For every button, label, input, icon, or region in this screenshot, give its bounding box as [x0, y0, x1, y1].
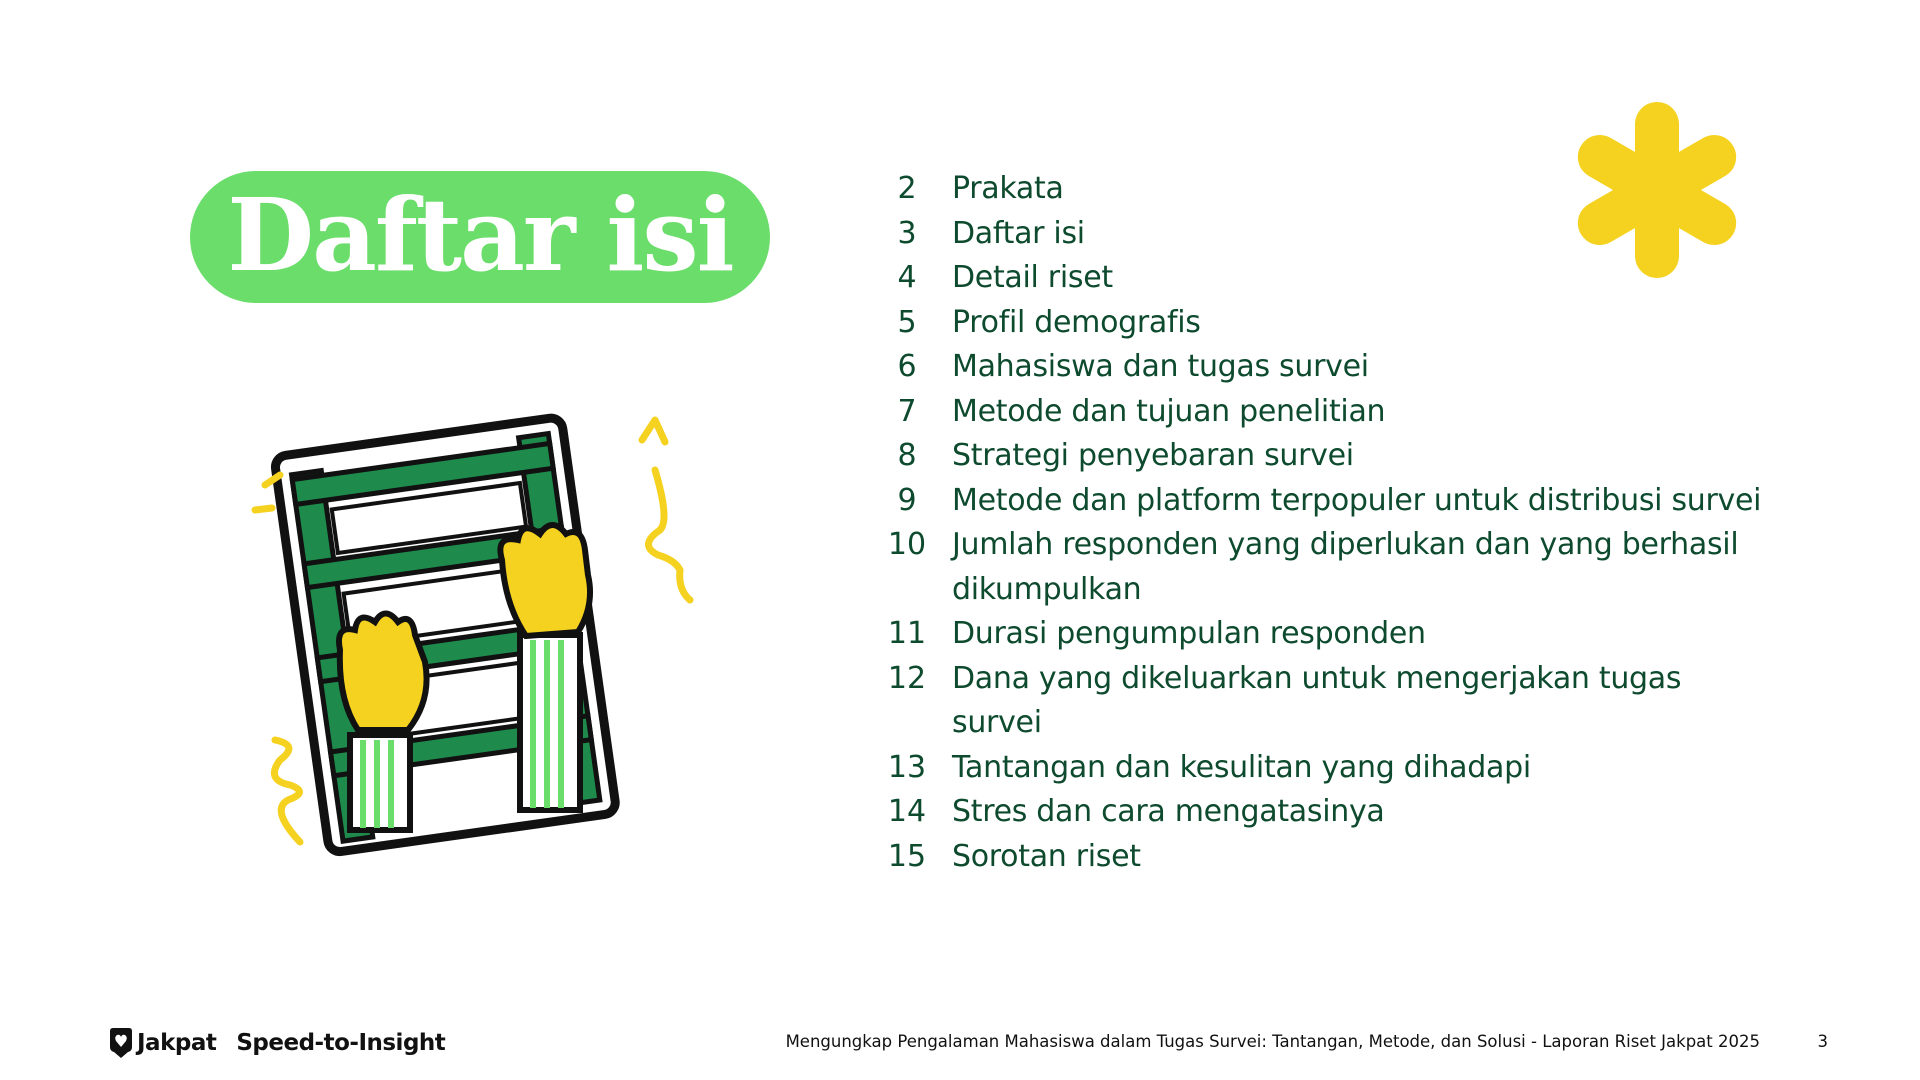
toc-item[interactable] — [880, 612, 1780, 657]
toc-page-number: 11 — [887, 616, 927, 651]
toc-label: Prakata — [952, 171, 1064, 206]
toc-item[interactable] — [880, 479, 1780, 524]
toc-page-number: 9 — [897, 482, 917, 518]
toc-item[interactable] — [880, 256, 1780, 301]
title-pill — [190, 171, 770, 303]
toc-page-number: 7 — [897, 393, 917, 429]
toc-item[interactable] — [880, 790, 1780, 835]
toc-label: Durasi pengumpulan responden — [952, 616, 1426, 651]
toc-page-number: 5 — [897, 304, 917, 340]
toc-label: Mahasiswa dan tugas survei — [952, 349, 1369, 384]
toc-label: Daftar isi — [952, 215, 1085, 251]
toc-item[interactable] — [880, 212, 1780, 257]
toc-label: Jumlah responden yang diperlukan dan yang berhasil dikumpulkan — [952, 527, 1739, 607]
toc-item[interactable] — [880, 301, 1780, 346]
toc-item[interactable] — [880, 657, 1780, 746]
toc-page-number: 6 — [897, 349, 917, 384]
toc-page-number: 13 — [887, 749, 927, 785]
toc-item[interactable] — [880, 345, 1780, 390]
toc-page-number: 8 — [897, 438, 917, 473]
footer-caption: Mengungkap Pengalaman Mahasiswa dalam Tugas Survei: Tantangan, Metode, dan Solusi - Laporan Riset Jakpat 2025 — [785, 1032, 1760, 1051]
toc-page-number: 2 — [897, 171, 917, 206]
toc-page-number: 12 — [887, 660, 927, 696]
toc-item[interactable] — [880, 835, 1780, 880]
brand-tagline: Speed-to-Insight — [236, 1030, 446, 1056]
toc-label: Metode dan platform terpopuler untuk distribusi survei — [952, 482, 1762, 518]
toc-label: Sorotan riset — [952, 838, 1141, 874]
toc-label: Metode dan tujuan penelitian — [952, 393, 1386, 429]
page-number: 3 — [1817, 1032, 1828, 1051]
toc-label: Detail riset — [952, 260, 1113, 295]
toc-item[interactable] — [880, 390, 1780, 435]
toc-item[interactable] — [880, 434, 1780, 479]
table-of-contents — [880, 167, 1780, 879]
ladder-hands-illustration — [240, 400, 720, 860]
toc-page-number: 14 — [887, 794, 927, 829]
toc-item[interactable] — [880, 167, 1780, 212]
toc-page-number: 4 — [897, 260, 917, 295]
toc-label: Strategi penyebaran survei — [952, 438, 1354, 473]
jakpat-logo-icon — [108, 1027, 134, 1059]
toc-page-number: 3 — [897, 215, 917, 251]
footer-brand — [108, 1024, 445, 1062]
toc-label: Dana yang dikeluarkan untuk mengerjakan tugas survei — [952, 660, 1682, 740]
page-title: Daftar isi — [227, 176, 733, 294]
toc-label: Stres dan cara mengatasinya — [952, 794, 1385, 829]
toc-label: Tantangan dan kesulitan yang dihadapi — [952, 749, 1531, 785]
toc-page-number: 15 — [887, 838, 927, 874]
toc-page-number: 10 — [887, 527, 927, 562]
toc-item[interactable] — [880, 746, 1780, 791]
toc-item[interactable] — [880, 523, 1780, 612]
toc-label: Profil demografis — [952, 304, 1201, 340]
brand-name: Jakpat — [137, 1030, 217, 1056]
